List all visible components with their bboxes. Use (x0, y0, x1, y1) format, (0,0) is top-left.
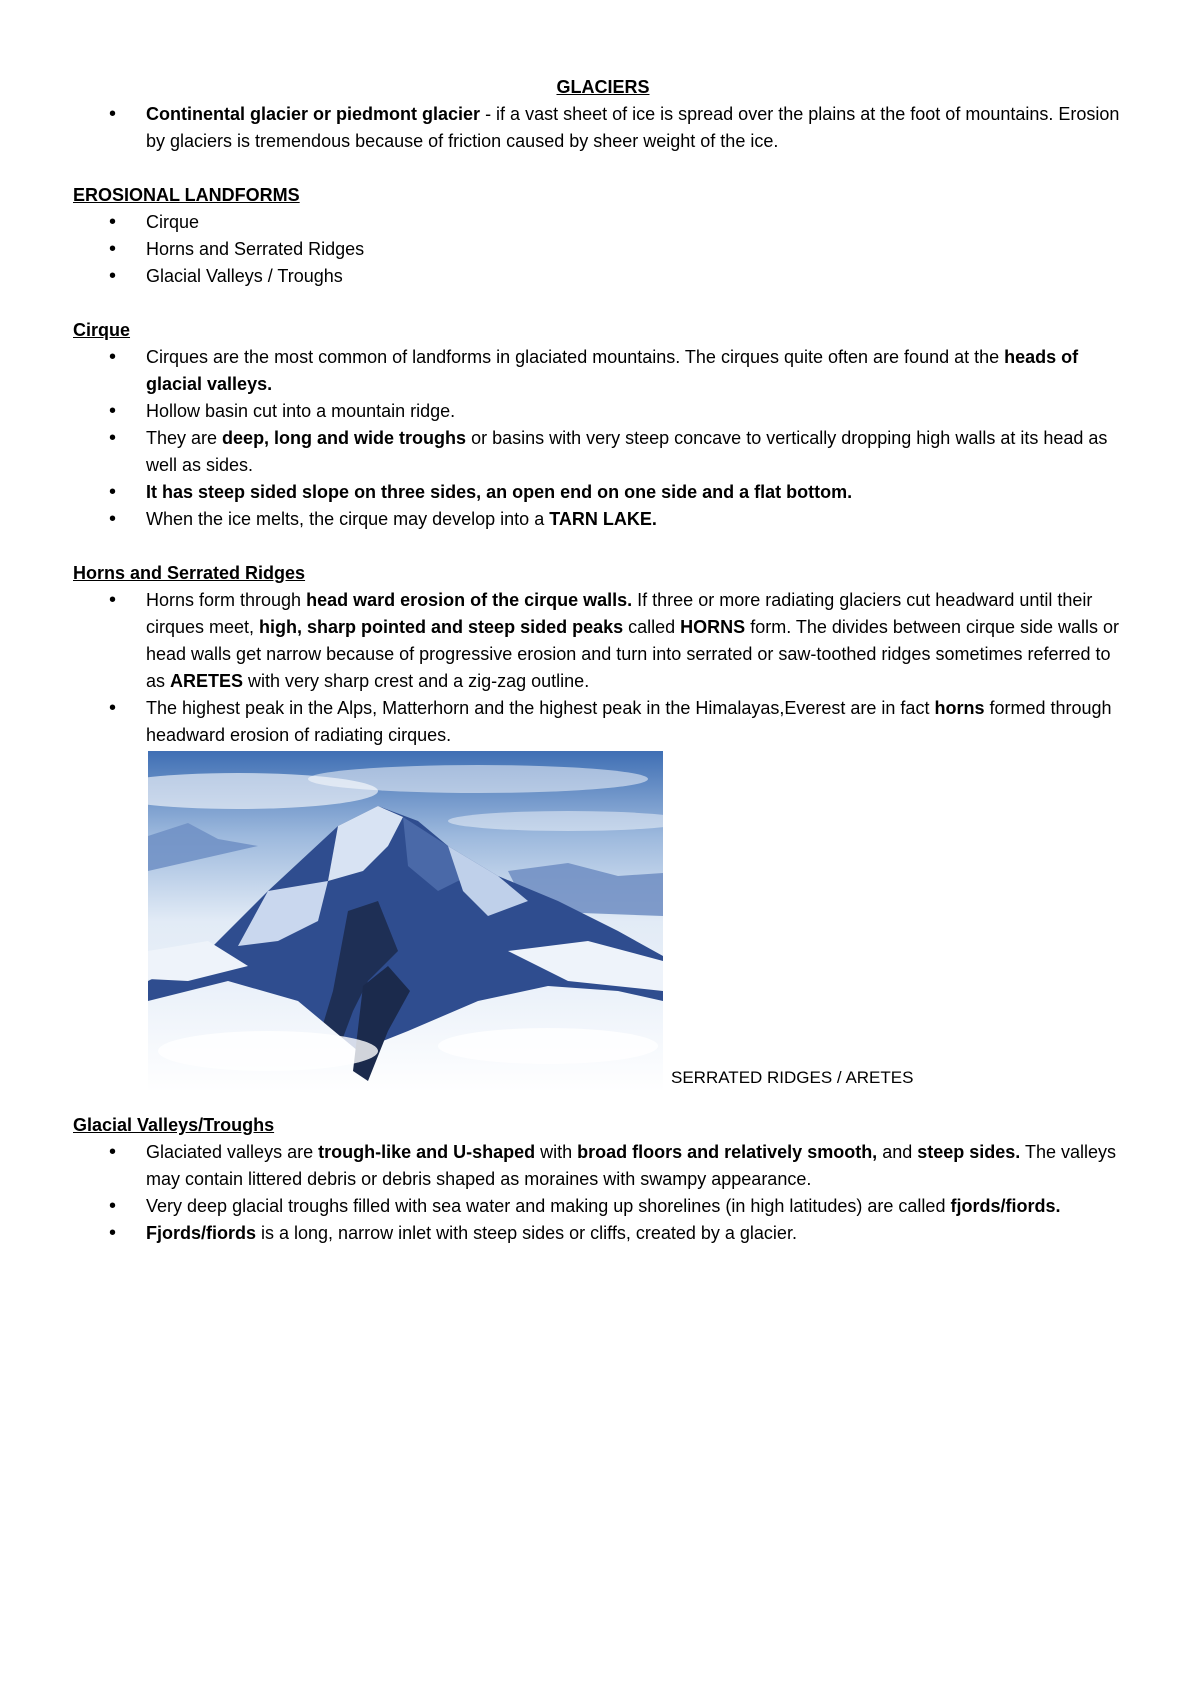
list-item (73, 101, 1133, 155)
bold-text: head ward erosion of the cirque walls. (306, 590, 633, 610)
body-text: Horns form through (146, 590, 307, 610)
list-item: • Cirque (73, 209, 1133, 236)
body-text: or basins with very steep concave to vertically dropping high walls at its head as well as sides. (146, 428, 1108, 475)
horns-list (73, 587, 1133, 749)
list-item (73, 1220, 1133, 1247)
list-item (73, 398, 1133, 425)
valleys-list (73, 1139, 1133, 1247)
body-text: The valleys may contain littered debris or debris shaped as moraines with swampy appearance. (146, 1142, 1117, 1189)
page-title: GLACIERS (556, 77, 650, 97)
body-text: is a long, narrow inlet with steep sides or cliffs, created by a glacier. (256, 1223, 797, 1243)
bold-text: heads of glacial valleys. (146, 347, 1079, 394)
bold-text: horns (934, 698, 985, 718)
section-heading-cirque: Cirque (73, 320, 131, 340)
spacer (73, 533, 1133, 560)
list-item (73, 425, 1133, 479)
bold-text: Continental glacier or piedmont glacier (146, 104, 481, 124)
bold-text: TARN LAKE. (549, 509, 657, 529)
section-heading-valleys: Glacial Valleys/Troughs (73, 1115, 275, 1135)
body-text: If three or more radiating glaciers cut headward until their cirques meet, (146, 590, 1093, 637)
spacer (73, 155, 1133, 182)
bold-text: Fjords/fiords (146, 1223, 257, 1243)
list-item (73, 1139, 1133, 1193)
body-text: and (877, 1142, 918, 1162)
body-text: called (623, 617, 681, 637)
body-text: When the ice melts, the cirque may develop into a (146, 509, 550, 529)
body-text: Hollow basin cut into a mountain ridge. (146, 401, 456, 421)
list-item (73, 344, 1133, 398)
list-item (73, 1193, 1133, 1220)
spacer (73, 290, 1133, 317)
body-text: with (535, 1142, 578, 1162)
bold-text: trough-like and U-shaped (318, 1142, 536, 1162)
list-item: • Glacial Valleys / Troughs (73, 263, 1133, 290)
bold-text: steep sides. (917, 1142, 1021, 1162)
cirque-list (73, 344, 1133, 533)
body-text: Glaciated valleys are (146, 1142, 319, 1162)
section-heading-erosional: EROSIONAL LANDFORMS (73, 185, 300, 205)
list-item (73, 506, 1133, 533)
body-text: form. The divides between cirque side walls or head walls get narrow because of progressive erosion and turn into serrated or saw-toothed ridges sometimes referred to as (146, 617, 1120, 691)
bold-text: broad floors and relatively smooth, (577, 1142, 878, 1162)
body-text: The highest peak in the Alps, Matterhorn and the highest peak in the Himalayas,Everest are in fact (146, 698, 935, 718)
body-text: with very sharp crest and a zig-zag outline. (243, 671, 590, 691)
document-content (73, 74, 1133, 1247)
image-caption: SERRATED RIDGES / ARETES (671, 1068, 914, 1087)
figure-row (73, 751, 1133, 1096)
section-heading-horns: Horns and Serrated Ridges (73, 563, 306, 583)
erosional-list (73, 209, 1133, 290)
bold-text: HORNS (680, 617, 746, 637)
bold-text: ARETES (170, 671, 244, 691)
list-item: • Horns and Serrated Ridges (73, 236, 1133, 263)
body-text: They are (146, 428, 223, 448)
body-text: - if a vast sheet of ice is spread over the plains at the foot of mountains. Erosion by glaciers is tremendous because of friction caused by sheer weight of the ice. (146, 104, 1120, 151)
intro-list (73, 101, 1133, 155)
bold-text: high, sharp pointed and steep sided peaks (259, 617, 624, 637)
list-item (73, 479, 1133, 506)
bold-text: fjords/fiords. (950, 1196, 1061, 1216)
body-text: formed through headward erosion of radiating cirques. (146, 698, 1112, 745)
list-item (73, 695, 1133, 749)
mountain-image (148, 751, 663, 1092)
bold-text: deep, long and wide troughs (222, 428, 467, 448)
body-text: Very deep glacial troughs filled with sea water and making up shorelines (in high latitudes) are called (146, 1196, 951, 1216)
body-text: Cirques are the most common of landforms in glaciated mountains. The cirques quite often are found at the (146, 347, 1005, 367)
list-item (73, 587, 1133, 695)
bold-text: It has steep sided slope on three sides, an open end on one side and a flat bottom. (146, 482, 853, 502)
